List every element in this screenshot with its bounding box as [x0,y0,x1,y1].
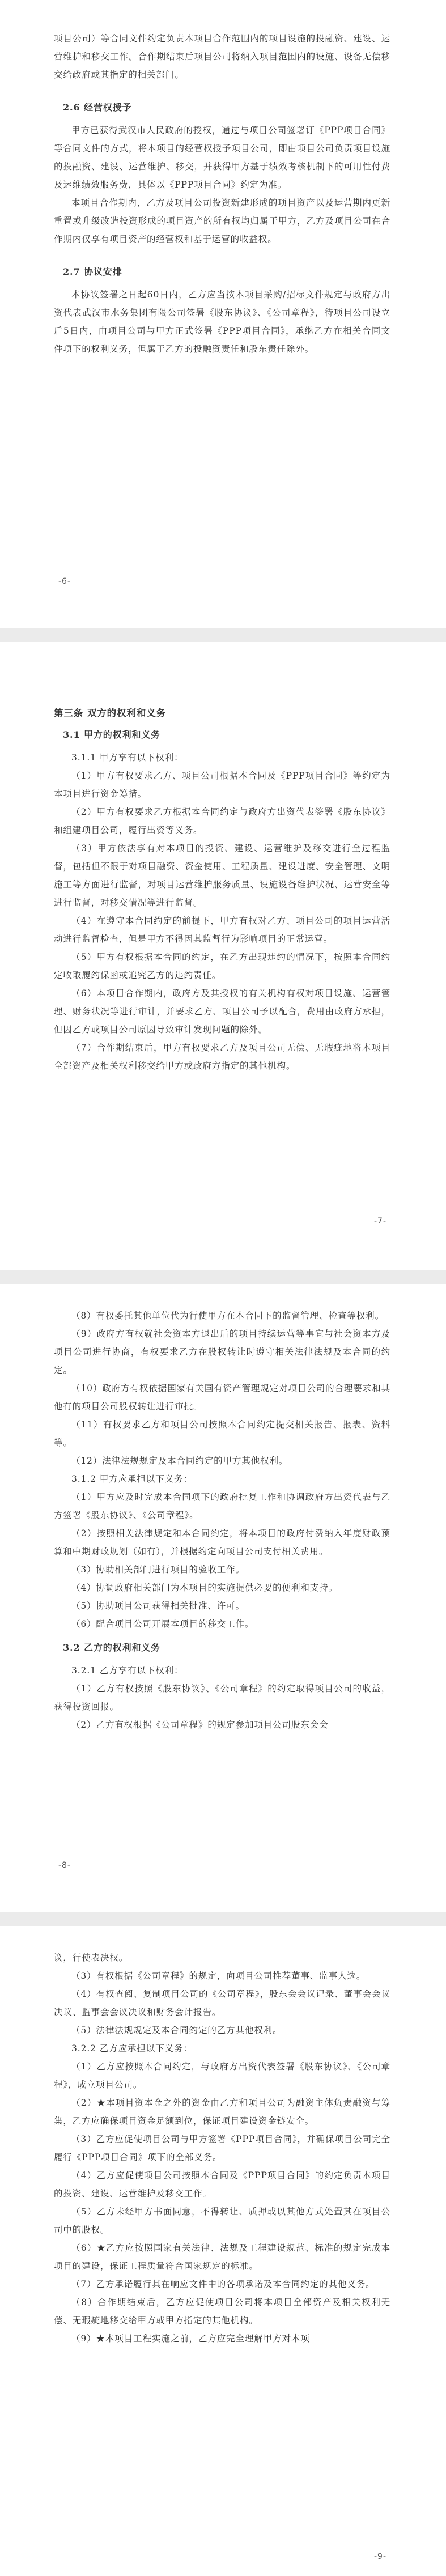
document-page-8 [0,1284,446,1912]
list-item: （10）政府方有权依据国家有关国有资产管理规定对项目公司的合理要求和其他有的项目公司股权转让进行审批。 [54,1383,390,1412]
paragraph: 本项目合作期内，乙方及项目公司投资新建形成的项目资产以及运营期内更新重置或升级改造投资形成的项目资产的所有权均归属于甲方，乙方及项目公司在合作期内仅享有项目资产的经营权和基于运营的收益权。 [54,198,390,244]
page8-body [54,1307,390,1734]
list-item: （8）有权委托其他单位代为行使甲方在本合同下的监督管理、检查等权利。 [71,1311,384,1321]
subsection-heading-3-2-2: 3.2.2 乙方应承担以下义务： [71,2043,193,2054]
list-item: （4）有权查阅、复制项目公司的《公司章程》，股东会会议记录、董事会会议决议、监事会会议决议和财务会计报告。 [54,1989,390,2017]
paragraph: 本协议签署之日起60日内，乙方应当按本项目采购/招标文件规定与政府方出资代表武汉市水务集团有限公司签署《股东协议》、《公司章程》，待项目公司设立后5日内，由项目公司与甲方正式签署《PPP项目合同》，承继乙方在相关合同文件项下的权利义务，但属于乙方的投融资责任和股东责任除外。 [54,290,390,354]
subsection-heading-3-1-1: 3.1.1 甲方享有以下权利： [71,753,184,763]
section-heading-3-1: 3.1 甲方的权利和义务 [63,729,161,740]
paragraph: 项目公司）等合同文件约定负责本项目合作范围内的项目设施的投融资、建设、运营维护和移交工作。合作期结束后项目公司将纳入项目范围内的设施、设备无偿移交给政府或其指定的相关部门。 [54,33,390,80]
list-item: （9）★本项目工程实施之前，乙方应完全理解甲方对本项 [71,2333,310,2344]
list-item: （3）乙方应促使项目公司与甲方签署《PPP项目合同》，并确保项目公司完全履行《PPP项目合同》项下的全部义务。 [54,2134,390,2162]
list-item: （8）合作期结束后，乙方应促使项目公司将本项目全部资产及相关权利无偿、无瑕疵地移交给甲方或甲方指定的其他机构。 [54,2297,390,2326]
list-item: （9）政府方有权就社会资本方退出后的项目持续运营等事宜与社会资本方及项目公司进行协商，有权要求乙方在股权转让时遵守相关法律法规及本合同的约定。 [54,1329,390,1375]
list-item: （6）★乙方应按照国家有关法律、法规及工程建设规范、标准的规定完成本项目的建设，保证工程质量符合国家规定的标准。 [54,2243,390,2271]
list-item: （5）甲方有权根据本合同的约定，在乙方出现违约的情况下，按照本合同约定收取履约保函或追究乙方的违约责任。 [54,952,390,980]
list-item: （3）有权根据《公司章程》的规定，向项目公司推荐董事、监事人选。 [71,1971,366,1981]
page-number: -6- [58,577,71,586]
list-item: （2）乙方有权根据《公司章程》的规定参加项目公司股东会会 [71,1720,329,1730]
list-item: （5）乙方未经甲方书面同意，不得转让、质押或以其他方式处置其在项目公司中的股权。 [54,2207,390,2235]
list-item: （6）本项目合作期内，政府方及其授权的有关机构有权对项目设施、运营管理、财务状况等进行审计，并要求乙方、项目公司予以配合，费用由政府方承担，但因乙方或项目公司原因导致审计发现问题的除外。 [54,988,390,1035]
list-item: （7）合作期结束后，甲方有权要求乙方及项目公司无偿、无瑕疵地将本项目全部资产及相关权利移交给甲方或政府方指定的其他机构。 [54,1043,390,1071]
page9-body [54,1949,390,2348]
list-item: （5）法律法规规定及本合同约定的乙方其他权利。 [71,2025,282,2035]
list-item: （2）★本项目资本金之外的资金由乙方和项目公司为融资主体负责融资与筹集，乙方应确保项目资金足额到位，保证项目建设资金链安全。 [54,2098,390,2126]
list-item: （1）甲方应及时完成本合同项下的政府批复工作和协调政府方出资代表与乙方签署《股东协议》、《公司章程》。 [54,1492,390,1520]
section-heading-2-7: 2.7 协议安排 [63,266,122,277]
page7-body [54,704,390,1075]
document-page-9 [0,1926,446,2576]
document-page-7 [0,642,446,1270]
subsection-heading-3-1-2: 3.1.2 甲方应承担以下义务： [71,1474,193,1484]
section-heading-2-6: 2.6 经营权授予 [63,102,132,113]
paragraph: 甲方已获得武汉市人民政府的授权，通过与项目公司签署订《PPP项目合同》等合同文件的方式，将本项目的经营权授予项目公司，即由项目公司负责项目设施的投融资、建设、运营维护、移交，并获得甲方基于绩效考核机制下的可用性付费及运维绩效服务费，具体以《PPP项目合同》约定为准。 [54,125,390,190]
page-number: -8- [58,1861,71,1870]
article-heading: 第三条 双方的权利和义务 [54,708,167,719]
page-number: -9- [374,2552,387,2561]
list-item: （1）甲方有权要求乙方、项目公司根据本合同及《PPP项目合同》等约定为本项目进行资金筹措。 [54,771,390,799]
list-item: （3）协助相关部门进行项目的验收工作。 [71,1565,245,1575]
list-item: （12）法律法规规定及本合同约定的甲方其他权利。 [71,1456,288,1466]
list-item: （1）乙方有权按照《股东协议》、《公司章程》的约定取得项目公司的收益，获得投资回报。 [54,1684,390,1712]
list-item: （5）协助项目公司获得相关批准、许可。 [71,1601,245,1611]
page6-body [54,29,390,358]
list-item: （4）协调政府相关部门为本项目的实施提供必要的便利和支持。 [71,1583,338,1593]
list-item: （7）乙方承诺履行其在响应文件中的各项承诺及本合同约定的其他义务。 [71,2279,375,2289]
section-heading-3-2: 3.2 乙方的权利和义务 [63,1642,161,1653]
list-item: （2）甲方有权要求乙方根据本合同约定与政府方出资代表签署《股东协议》和组建项目公司，履行出资等义务。 [54,807,390,835]
document-page-6 [0,0,446,628]
list-item: （3）甲方依法享有对本项目的投资、建设、运营维护及移交进行全过程监督，包括但不限于对项目融资、资金使用、工程质量、建设进度、安全管理、文明施工等方面进行监督，对项目运营维护服务质量、设施设备维护状况、运营安全等进行监督，对移交情况等进行监督。 [54,843,390,908]
list-item: （6）配合项目公司开展本项目的移交工作。 [71,1619,254,1629]
page-number: -7- [374,1217,387,1226]
list-item: （1）乙方应按照本合同约定，与政府方出资代表签署《股东协议》、《公司章程》，成立项目公司。 [54,2061,390,2090]
list-item: （2）按照相关法律规定和本合同约定，将本项目的政府付费纳入年度财政预算和中期财政规划（如有），并根据约定向项目公司支付相关费用。 [54,1528,390,1557]
paragraph: 议，行使表决权。 [54,1953,129,1963]
list-item: （4）在遵守本合同约定的前提下，甲方有权对乙方、项目公司的项目运营活动进行监督检查，但是甲方不得因其监督行为影响项目的正常运营。 [54,916,390,944]
list-item: （11）有权要求乙方和项目公司按照本合同约定提交相关报告、报表、资料等。 [54,1419,390,1448]
list-item: （4）乙方应促使项目公司按照本合同及《PPP项目合同》的约定负责本项目的投资、建设、运营维护及移交工作。 [54,2170,390,2199]
subsection-heading-3-2-1: 3.2.1 乙方享有以下权利： [71,1665,184,1676]
